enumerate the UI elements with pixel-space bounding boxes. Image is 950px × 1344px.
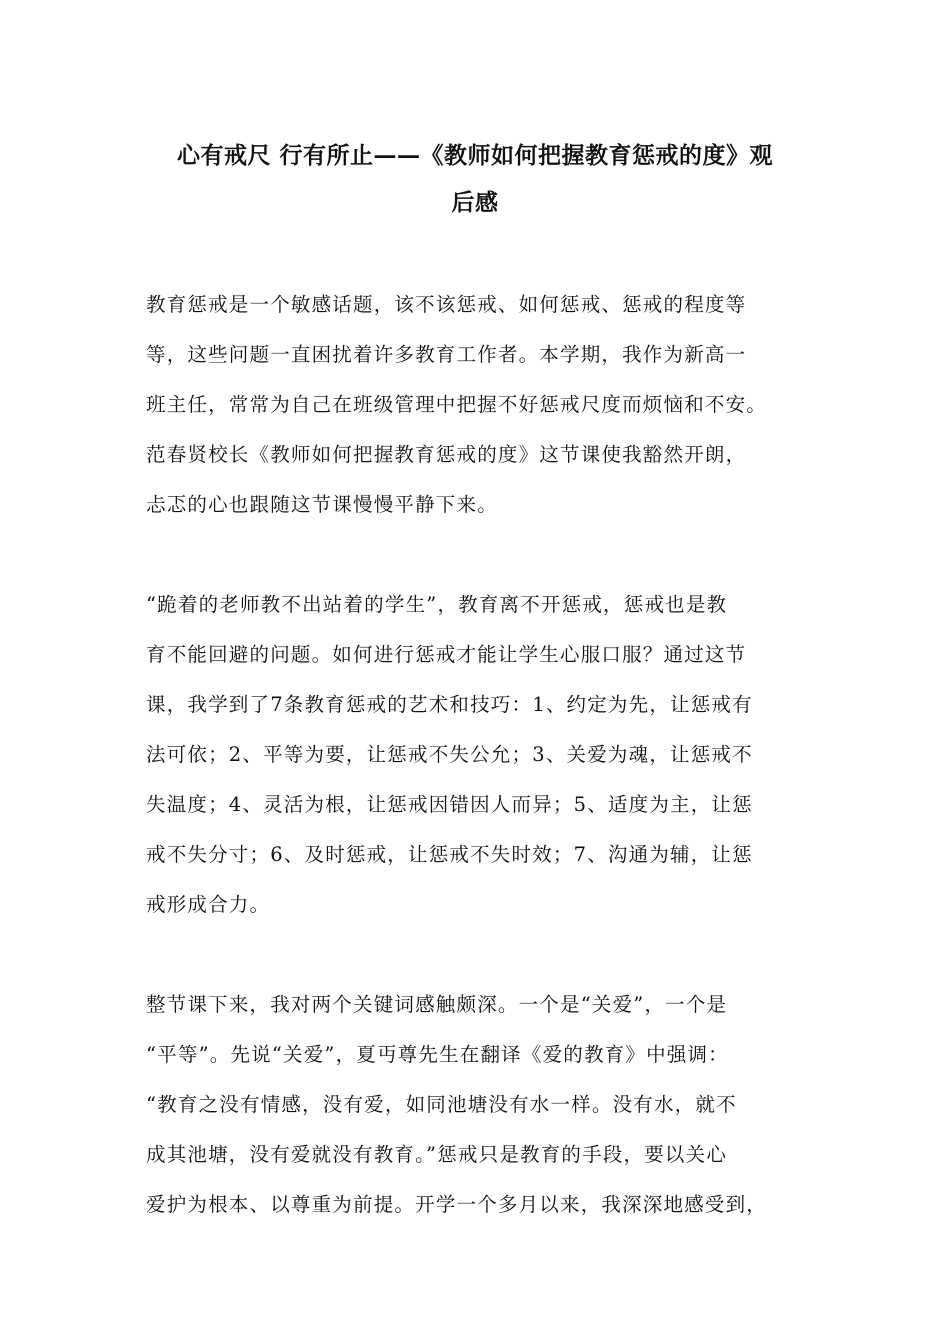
- paragraph-line: 课，我学到了7条教育惩戒的艺术和技巧：1、约定为先，让惩戒有: [146, 693, 753, 716]
- document-body: [146, 280, 818, 1280]
- paragraph-line: 成其池塘，没有爱就没有教育。”惩戒只是教育的手段，要以关心: [146, 1143, 728, 1166]
- paragraph-line: 等，这些问题一直困扰着许多教育工作者。本学期，我作为新高一: [146, 343, 747, 366]
- paragraph-line: 整节课下来，我对两个关键词感触颇深。一个是“关爱”，一个是: [146, 993, 728, 1016]
- paragraph-2: [146, 580, 818, 930]
- title-line-1: 心有戒尺 行有所止——《教师如何把握教育惩戒的度》观: [176, 142, 773, 169]
- document-title: [140, 132, 810, 226]
- paragraph-line: 教育惩戒是一个敏感话题，该不该惩戒、如何惩戒、惩戒的程度等: [146, 293, 747, 316]
- paragraph-line: “教育之没有情感，没有爱，如同池塘没有水一样。没有水，就不: [146, 1093, 737, 1116]
- title-line-2: 后感: [451, 189, 499, 216]
- paragraph-line: 班主任，常常为自己在班级管理中把握不好惩戒尺度而烦恼和不安。: [146, 393, 768, 416]
- paragraph-line: 法可依；2、平等为要，让惩戒不失公允；3、关爱为魂，让惩戒不: [146, 743, 753, 766]
- paragraph-line: “平等”。先说“关爱”，夏丏尊先生在翻译《爱的教育》中强调：: [146, 1043, 729, 1066]
- paragraph-line: 戒形成合力。: [146, 893, 271, 916]
- paragraph-line: “跪着的老师教不出站着的学生”，教育离不开惩戒，惩戒也是教: [146, 593, 728, 616]
- paragraph-3: [146, 980, 818, 1230]
- paragraph-1: [146, 280, 818, 530]
- paragraph-line: 育不能回避的问题。如何进行惩戒才能让学生心服口服？通过这节: [146, 643, 747, 666]
- paragraph-line: 忐忑的心也跟随这节课慢慢平静下来。: [146, 493, 498, 516]
- paragraph-line: 戒不失分寸；6、及时惩戒，让惩戒不失时效；7、沟通为辅，让惩: [146, 843, 753, 866]
- paragraph-line: 失温度；4、灵活为根，让惩戒因错因人而异；5、适度为主，让惩: [146, 793, 753, 816]
- paragraph-line: 范春贤校长《教师如何把握教育惩戒的度》这节课使我豁然开朗，: [146, 443, 747, 466]
- paragraph-line: 爱护为根本、以尊重为前提。开学一个多月以来，我深深地感受到，: [146, 1193, 768, 1216]
